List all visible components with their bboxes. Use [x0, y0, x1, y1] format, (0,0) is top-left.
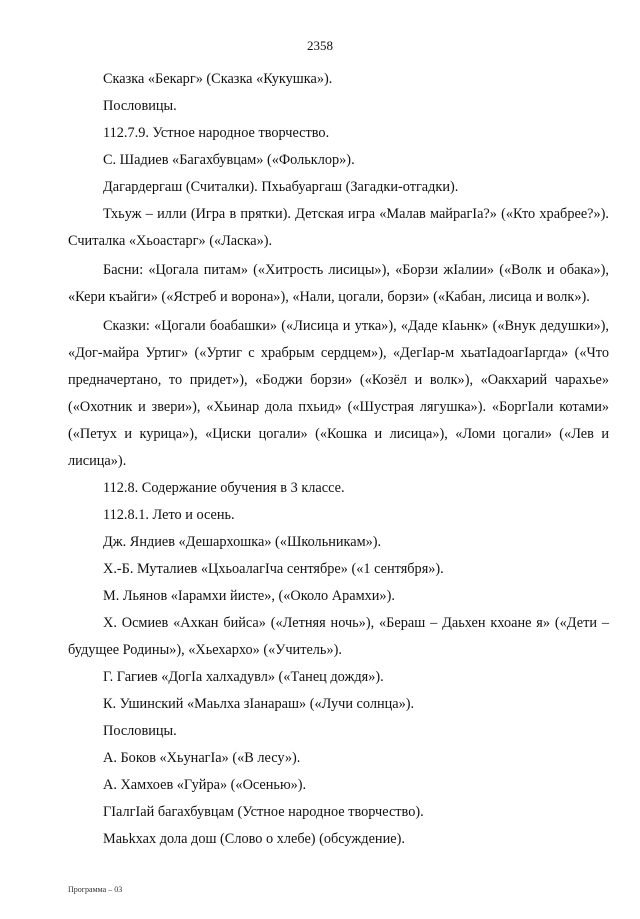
paragraph: Маьkхах дола дош (Слово о хлебе) (обсуждение). [103, 831, 405, 847]
document-body [68, 66, 609, 853]
paragraph: 112.7.9. Устное народное творчество. [103, 125, 330, 141]
paragraph: С. Шадиев «Багахбувцам» («Фольклор»). [103, 152, 355, 168]
section-heading: 112.8. Содержание обучения в 3 классе. [103, 480, 345, 496]
paragraph: А. Хамхоев «Гуйра» («Осенью»). [103, 777, 307, 793]
paragraph: Басни: «Цогала питам» («Хитрость лисицы»), «Борзи жIалии» («Волк и обака»), «Кери къайги» («Ястреб и ворона»), «Нали, цогали, борзи» («Кабан, лисица и волк»). [68, 262, 609, 305]
paragraph: М. Льянов «Iарамхи йисте», («Около Арамхи»). [103, 588, 395, 604]
paragraph: Г. Гагиев «ДогIа халхадувл» («Танец дождя»). [103, 669, 384, 685]
subsection-heading: 112.8.1. Лето и осень. [103, 507, 235, 523]
paragraph: Сказки: «Цогали боабашки» («Лисица и утка»), «Даде кIаьнк» («Внук дедушки»), «Дог-майра Уртиг» («Уртиг с храбрым сердцем»), «ДегIар-м хьатIадоагIаргда» («Что предначертано, то придет»), «Бoджи борзи» («Козёл и волк»), «Оакхарий чарахье» («Охотник и звери»), «Хьинар дола пхьид» («Шустрая лягушка»). «БоргIали котами» («Петух и курица»), «Циски цогали» («Кошка и лисица»), «Ломи цогали» («Лев и лисица»). [68, 318, 609, 469]
paragraph: ГIалгIай багахбувцам (Устное народное творчество). [103, 804, 424, 820]
paragraph: Сказка «Бекарг» (Сказка «Кукушка»). [103, 71, 333, 87]
paragraph: Х. Осмиев «Ахкан бийса» («Летняя ночь»), «Бераш – Даьхен кхоане я» («Дети – будущее Родины»), «Хьехархо» («Учитель»). [68, 615, 609, 658]
paragraph: Тхьуж – илли (Игра в прятки). Детская игра «Малав майрагIа?» («Кто храбрее?»). Считалка «Хьоастарг» («Ласка»). [68, 206, 609, 249]
paragraph: Пословицы. [103, 98, 177, 114]
paragraph: Пословицы. [103, 723, 177, 739]
paragraph: Дж. Яндиев «Дешархошка» («Школьникам»). [103, 534, 382, 550]
page-number: 2358 [307, 38, 333, 53]
paragraph: А. Боков «ХьунагIа» («В лесу»). [103, 750, 301, 766]
footer-label: Программа – 03 [68, 885, 123, 894]
paragraph: Дагардергаш (Считалки). Пхьабуаргаш (Загадки-отгадки). [103, 179, 459, 195]
paragraph: К. Ушинский «Маьлха зIанараш» («Лучи солнца»). [103, 696, 415, 712]
paragraph: Х.-Б. Муталиев «ЦхьоалагIча сентябре» («1 сентября»). [103, 561, 444, 577]
